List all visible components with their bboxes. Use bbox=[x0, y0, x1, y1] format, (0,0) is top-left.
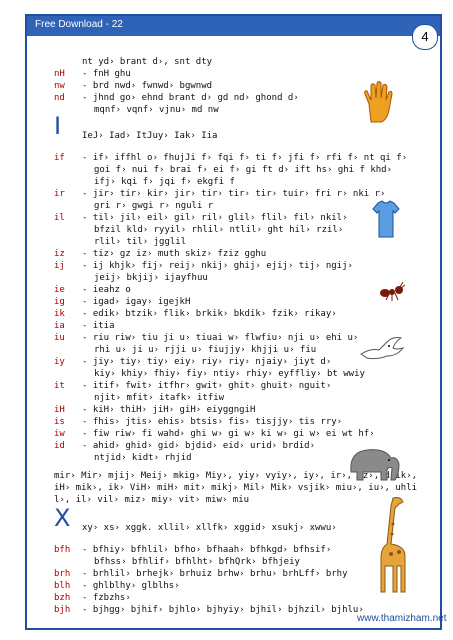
section-x-header bbox=[54, 504, 419, 544]
entry-text: - itif› fwit› itfhr› gwit› ghit› ghuit› nguit› bbox=[82, 381, 332, 391]
entry-row bbox=[54, 428, 419, 440]
footer-url[interactable]: www.thamizham.net bbox=[357, 613, 447, 624]
entry-abbrev: iy bbox=[54, 357, 65, 367]
entry-text: rlil› til› jgglil bbox=[94, 237, 187, 247]
entry-row bbox=[54, 544, 419, 556]
entry-abbrev: ir bbox=[54, 189, 65, 199]
shirt-illustration bbox=[372, 199, 400, 239]
entry-text: gri r› gwgi r› nguli r bbox=[94, 201, 214, 211]
entry-text: njit› mfit› itafk› itfiw bbox=[94, 393, 225, 403]
page-number-badge: 4 bbox=[412, 24, 438, 50]
entry-abbrev: nH bbox=[54, 69, 65, 79]
entry-abbrev: ig bbox=[54, 297, 65, 307]
entry-abbrev: nd bbox=[54, 93, 65, 103]
entry-text: rhi u› ji u› rjji u› fiujjy› khjji u› fiu bbox=[94, 345, 317, 355]
entry-abbrev: ik bbox=[54, 309, 65, 319]
entry-abbrev: blh bbox=[54, 581, 71, 591]
entry-row bbox=[54, 392, 419, 404]
header-bar bbox=[27, 16, 440, 36]
entry-row bbox=[54, 568, 419, 580]
entry-abbrev: if bbox=[54, 153, 65, 163]
entry-abbrev: id bbox=[54, 441, 65, 451]
giraffe-illustration bbox=[371, 494, 411, 594]
entry-text: nt yd› brant d›, snt dty bbox=[82, 57, 213, 67]
entry-text: - ghlblhy› glblhs› bbox=[82, 581, 180, 591]
entry-row bbox=[54, 164, 419, 176]
entry-row bbox=[54, 152, 419, 164]
entry-abbrev: iz bbox=[54, 249, 65, 259]
entry-abbrev: ie bbox=[54, 285, 65, 295]
entry-row bbox=[54, 248, 419, 260]
entry-row bbox=[54, 68, 419, 80]
entry-row bbox=[54, 404, 419, 416]
entry-text: - brd nwd› fwnwd› bgwnwd bbox=[82, 81, 213, 91]
entry-text: - bfhiy› bfhlil› bfho› bfhaah› bfhkgd› bfhsif› bbox=[82, 545, 332, 555]
entry-text: bfhss› bfhlif› bfhlht› bfhQrk› bfhjeiy bbox=[94, 557, 300, 567]
section-i-letter: I bbox=[54, 112, 62, 140]
entry-text: - ij khjk› fij› reij› nkij› ghij› ejij› tij› ngij› bbox=[82, 261, 353, 271]
entry-row bbox=[54, 200, 419, 212]
entry-text: mqnf› vqnf› vjnu› md nw bbox=[94, 105, 219, 115]
entry-abbrev: il bbox=[54, 213, 65, 223]
entry-row bbox=[54, 236, 419, 248]
entry-text: - brhlil› brhejk› brhuiz brhw› brhu› brhLff› brhy bbox=[82, 569, 348, 579]
entry-text: ifj› kqi f› jqi f› ekgfi f bbox=[94, 177, 235, 187]
entry-text: kiy› khiy› fhiy› fiy› ntiy› rhiy› eyffliy› bt wwiy bbox=[94, 369, 365, 379]
entry-abbrev: nw bbox=[54, 81, 65, 91]
section-x-header-text: xy› xs› xggk. xllil› xllfk› xggid› xsukj› xwwu› bbox=[82, 523, 337, 533]
entry-text: - igad› igay› igejkH bbox=[82, 297, 191, 307]
section-i-header-text: IeJ› Iad› ItJuy› Iak› Iia bbox=[82, 131, 218, 141]
entry-row bbox=[54, 224, 419, 236]
entry-abbrev: iH bbox=[54, 405, 65, 415]
entry-text: - bjhgg› bjhif› bjhlo› bjhyiy› bjhil› bjhzil› bjhlu› bbox=[82, 605, 364, 615]
entry-row bbox=[54, 592, 419, 604]
entry-abbrev: iu bbox=[54, 333, 65, 343]
entry-row bbox=[54, 212, 419, 224]
entry-text: ntjid› kidt› rhjid bbox=[94, 453, 192, 463]
entry-row bbox=[54, 380, 419, 392]
dove-illustration bbox=[357, 334, 405, 362]
entry-text: - til› jil› eil› gil› ril› glil› flil› fil› nkil› bbox=[82, 213, 348, 223]
entry-text: - fhis› jtis› ehis› btsis› fis› tisjjy› tis rry› bbox=[82, 417, 343, 427]
page-frame bbox=[25, 14, 447, 630]
entry-text: - itia bbox=[82, 321, 115, 331]
entry-text: - tiz› gz iz› muth skiz› fziz gghu bbox=[82, 249, 267, 259]
entry-text: jeij› bkjij› ijayfhuu bbox=[94, 273, 208, 283]
entry-abbrev: ij bbox=[54, 261, 65, 271]
entry-text: bfzil kld› ryyil› rhlil› ntlil› ght hil› rzil› bbox=[94, 225, 344, 235]
entry-text: - fiw riw› fi wahd› ghi w› gi w› ki w› gi w› ei wt hf› bbox=[82, 429, 375, 439]
entry-text: - kiH› thiH› jiH› giH› eiyggngiH bbox=[82, 405, 256, 415]
entry-row bbox=[54, 320, 419, 332]
entry-abbrev: bfh bbox=[54, 545, 71, 555]
elephant-illustration bbox=[345, 442, 403, 482]
section-x-entries bbox=[54, 544, 419, 616]
entry-text: - if› iffhl o› fhujJi f› fqi f› ti f› jfi f› rfi f› nt qi f› bbox=[82, 153, 408, 163]
entry-text: - jir› tir› kir› jir› tir› tir› tir› tuir› fri r› nki r› bbox=[82, 189, 386, 199]
entry-abbrev: bjh bbox=[54, 605, 71, 615]
entry-row bbox=[54, 260, 419, 272]
entry-row bbox=[54, 308, 419, 320]
section-x-letter: X bbox=[54, 504, 71, 532]
entry-text: - riu riw› tiu ji u› tiuai w› flwfiu› nji u› ehi u› bbox=[82, 333, 359, 343]
entry-row bbox=[54, 56, 419, 68]
entry-row bbox=[54, 188, 419, 200]
entry-row bbox=[54, 416, 419, 428]
entry-row bbox=[54, 580, 419, 592]
hand-illustration bbox=[361, 80, 401, 124]
entry-text: - edik› btzik› flik› brkik› bkdik› fzik› rikay› bbox=[82, 309, 337, 319]
entry-text: goi f› nui f› brai f› ei f› gi ft d› ift hs› ghi f khd› bbox=[94, 165, 393, 175]
entry-text: - fnH ghu bbox=[82, 69, 131, 79]
entry-row bbox=[54, 272, 419, 284]
entry-row bbox=[54, 296, 419, 308]
entry-text: - jhnd go› ehnd brant d› gd nd› ghond d› bbox=[82, 93, 299, 103]
entry-row bbox=[54, 176, 419, 188]
header-title: Free Download - 22 bbox=[35, 19, 123, 30]
ant-illustration bbox=[379, 280, 405, 302]
entry-text: - fzbzhs› bbox=[82, 593, 131, 603]
entry-abbrev: is bbox=[54, 417, 65, 427]
entry-abbrev: ia bbox=[54, 321, 65, 331]
entry-row bbox=[54, 284, 419, 296]
entry-row bbox=[54, 368, 419, 380]
entry-text: - ieahz o bbox=[82, 285, 131, 295]
entry-text: - jiy› tiy› tiy› eiy› riy› riy› njaiy› jiyt d› bbox=[82, 357, 332, 367]
section-i-entries bbox=[54, 152, 419, 464]
entry-text: - ahid› ghid› gid› bjdid› eid› urid› brdid› bbox=[82, 441, 315, 451]
entry-abbrev: bzh bbox=[54, 593, 71, 603]
entry-abbrev: brh bbox=[54, 569, 71, 579]
entry-abbrev: iw bbox=[54, 429, 65, 439]
entry-abbrev: it bbox=[54, 381, 65, 391]
section-paragraph: mir› Mir› mjij› Meij› mkig› Miy›, yiy› vyiy›, iy›, ir›, iz›, diik›, iH› mik›, ik› ViH› miH› mit› mikj› Mil› Mik› vsjik› miu›, iu›, uhlil›, il› vil› miz› miy› vit› miw› miu bbox=[54, 471, 418, 505]
entry-row bbox=[54, 556, 419, 568]
